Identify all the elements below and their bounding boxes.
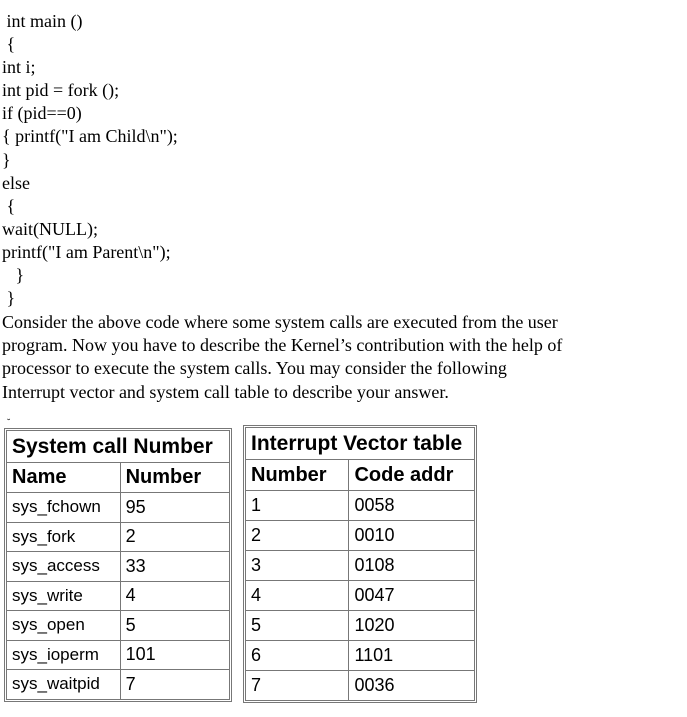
syscall-name: sys_fchown	[7, 493, 121, 523]
syscall-name: sys_write	[7, 581, 121, 611]
code-line: if (pid==0)	[2, 103, 82, 124]
table-row	[246, 641, 475, 671]
syscall-number: 95	[120, 493, 229, 523]
code-address: 0010	[349, 521, 475, 551]
table-row	[7, 670, 230, 700]
code-address: 0108	[349, 551, 475, 581]
system-call-table	[6, 430, 230, 700]
code-address: 1101	[349, 641, 475, 671]
table-row	[7, 552, 230, 582]
code-line: wait(NULL);	[2, 218, 98, 239]
table-row	[246, 551, 475, 581]
paragraph-line: processor to execute the system calls. You may consider the following	[2, 358, 507, 379]
table-row	[246, 491, 475, 521]
table-row	[246, 581, 475, 611]
interrupt-vector-table-title: Interrupt Vector table	[246, 428, 475, 460]
syscall-name: sys_ioperm	[7, 640, 121, 670]
vector-number: 1	[246, 491, 349, 521]
vector-number: 7	[246, 671, 349, 701]
table-row	[246, 521, 475, 551]
code-address: 0047	[349, 581, 475, 611]
syscall-number: 2	[120, 522, 229, 552]
code-address: 0036	[349, 671, 475, 701]
table-row	[7, 581, 230, 611]
vector-number: 5	[246, 611, 349, 641]
syscall-name: sys_open	[7, 611, 121, 641]
code-block	[2, 10, 178, 310]
anchor-mark: ˘	[7, 418, 11, 429]
code-line: {	[2, 195, 16, 216]
table-row	[7, 611, 230, 641]
code-line: int pid = fork ();	[2, 80, 120, 101]
table-row	[7, 522, 230, 552]
vector-number: 4	[246, 581, 349, 611]
code-line: {	[2, 34, 16, 55]
syscall-number: 33	[120, 552, 229, 582]
code-line: int main ()	[2, 11, 83, 31]
vector-number: 6	[246, 641, 349, 671]
syscall-number: 7	[120, 670, 229, 700]
table-row	[7, 493, 230, 523]
code-line: else	[2, 172, 30, 193]
syscall-number: 4	[120, 581, 229, 611]
column-header-name: Name	[7, 463, 121, 493]
syscall-number: 101	[120, 640, 229, 670]
column-header-code-addr: Code addr	[349, 460, 475, 491]
paragraph-line: program. Now you have to describe the Kernel’s contribution with the help of	[2, 335, 563, 356]
table-row	[7, 640, 230, 670]
syscall-name: sys_waitpid	[7, 670, 121, 700]
syscall-number: 5	[120, 611, 229, 641]
code-line: printf("I am Parent\n");	[2, 241, 171, 262]
column-header-number: Number	[246, 460, 349, 491]
table-row	[246, 671, 475, 701]
code-line: }	[2, 149, 11, 170]
column-header-number: Number	[120, 463, 229, 493]
syscall-name: sys_access	[7, 552, 121, 582]
code-line: }	[2, 288, 16, 309]
paragraph-line: Interrupt vector and system call table to describe your answer.	[2, 381, 449, 402]
syscall-name: sys_fork	[7, 522, 121, 552]
code-address: 0058	[349, 491, 475, 521]
vector-number: 2	[246, 521, 349, 551]
interrupt-vector-table	[245, 427, 475, 701]
paragraph-line: Consider the above code where some system calls are executed from the user	[2, 312, 558, 332]
question-paragraph	[2, 311, 662, 404]
vector-number: 3	[246, 551, 349, 581]
code-line: }	[2, 265, 25, 286]
table-row	[246, 611, 475, 641]
code-line: int i;	[2, 57, 36, 78]
code-address: 1020	[349, 611, 475, 641]
system-call-table-title: System call Number	[7, 431, 230, 463]
code-line: { printf("I am Child\n");	[2, 126, 178, 147]
